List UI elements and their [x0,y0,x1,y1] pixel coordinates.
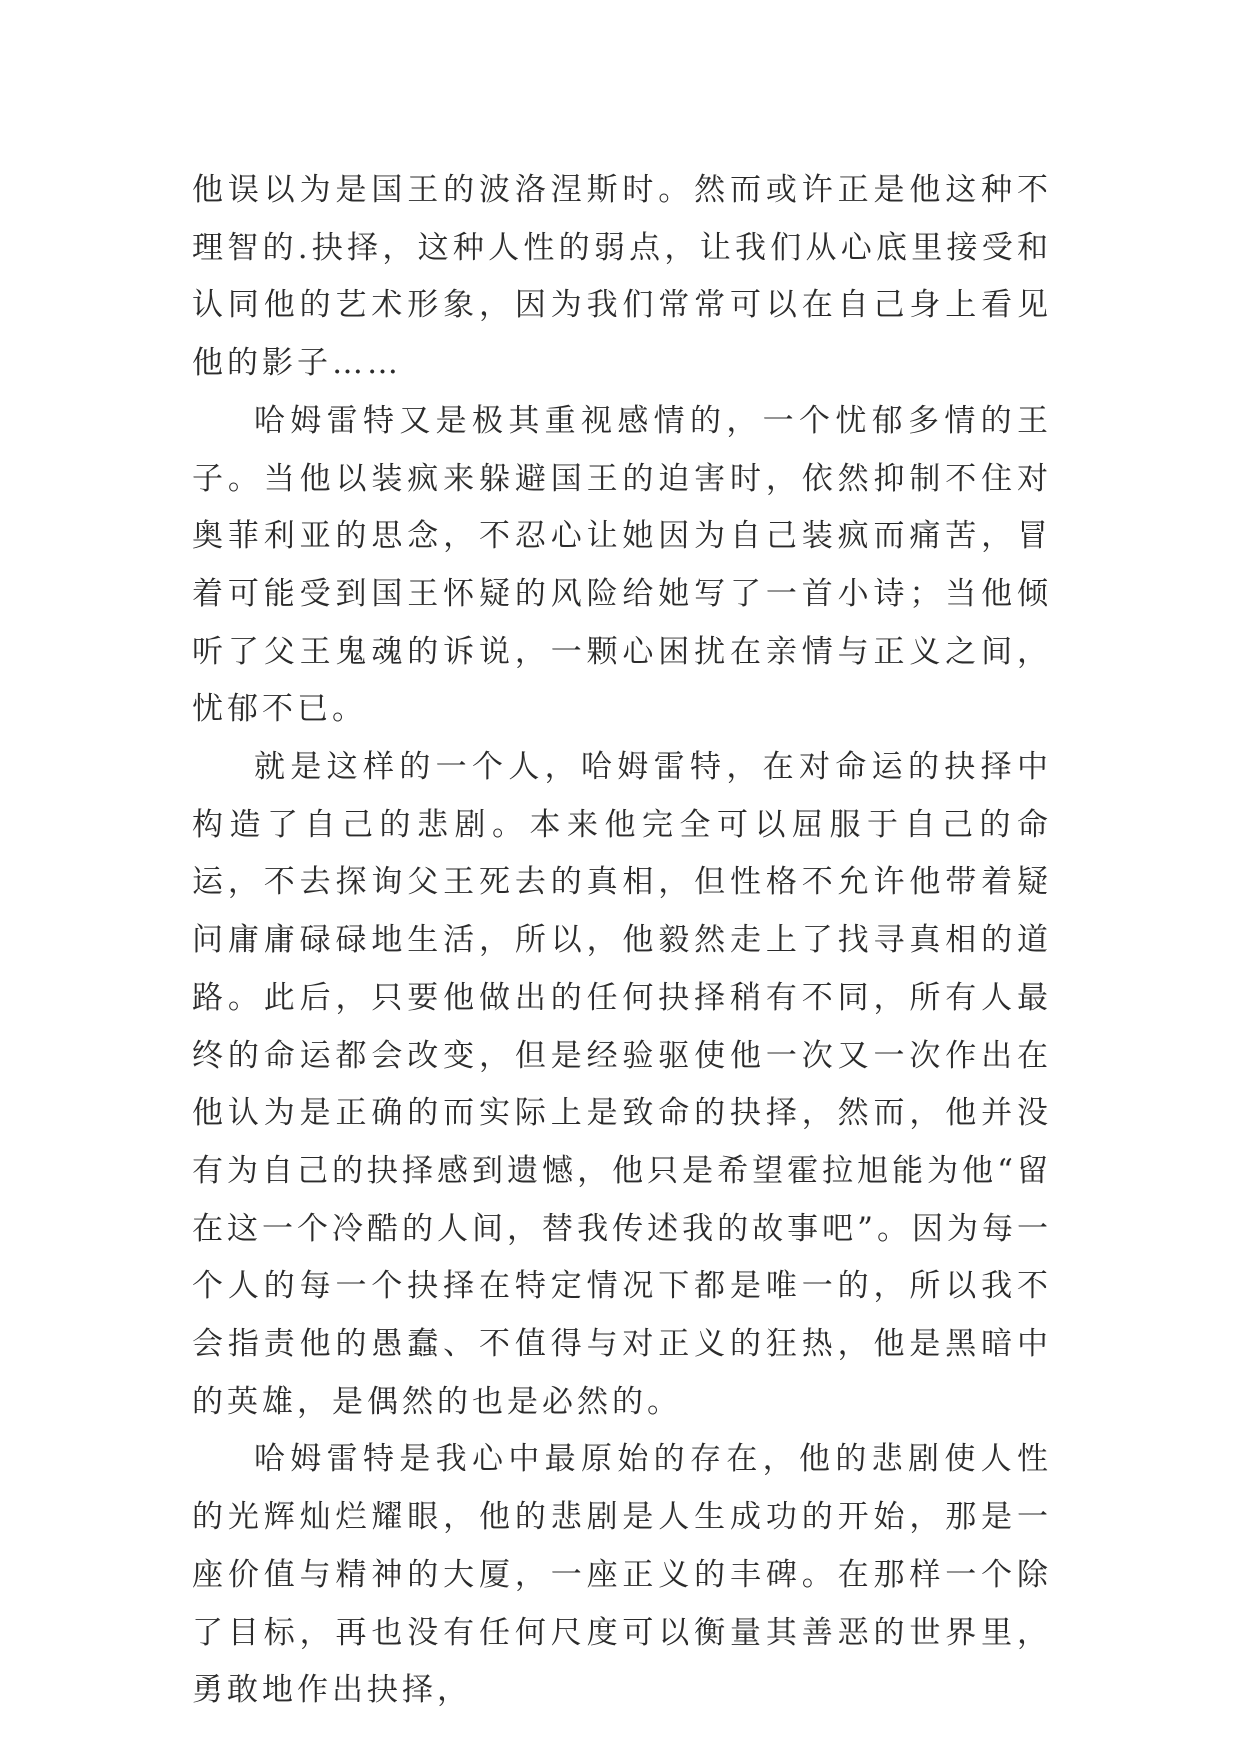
paragraph-3: 就是这样的一个人，哈姆雷特，在对命运的抉择中构造了自己的悲剧。本来他完全可以屈服于自己的命运，不去探询父王死去的真相，但性格不允许他带着疑问庸庸碌碌地生活，所以，他毅然走上了找寻真相的道路。此后，只要他做出的任何抉择稍有不同，所有人最终的命运都会改变，但是经验驱使他一次又一次作出在他认为是正确的而实际上是致命的抉择，然而，他并没有为自己的抉择感到遗憾，他只是希望霍拉旭能为他“留在这一个冷酷的人间，替我传述我的故事吧”。因为每一个人的每一个抉择在特定情况下都是唯一的，所以我不会指责他的愚蠢、不值得与对正义的狂热，他是黑暗中的英雄，是偶然的也是必然的。 [192,749,1052,1420]
document-body [192,162,1052,1720]
paragraph-1: 他误以为是国王的波洛涅斯时。然而或许正是他这种不理智的.抉择，这种人性的弱点，让我们从心底里接受和认同他的艺术形象，因为我们常常可以在自己身上看见他的影子…… [192,172,1052,382]
paragraph-2: 哈姆雷特又是极其重视感情的，一个忧郁多情的王子。当他以装疯来躲避国王的迫害时，依然抑制不住对奥菲利亚的思念，不忍心让她因为自己装疯而痛苦，冒着可能受到国王怀疑的风险给她写了一首小诗；当他倾听了父王鬼魂的诉说，一颗心困扰在亲情与正义之间，忧郁不已。 [192,402,1052,728]
paragraph-4: 哈姆雷特是我心中最原始的存在，他的悲剧使人性的光辉灿烂耀眼，他的悲剧是人生成功的开始，那是一座价值与精神的大厦，一座正义的丰碑。在那样一个除了目标，再也没有任何尺度可以衡量其善恶的世界里，勇敢地作出抉择， [192,1441,1052,1709]
